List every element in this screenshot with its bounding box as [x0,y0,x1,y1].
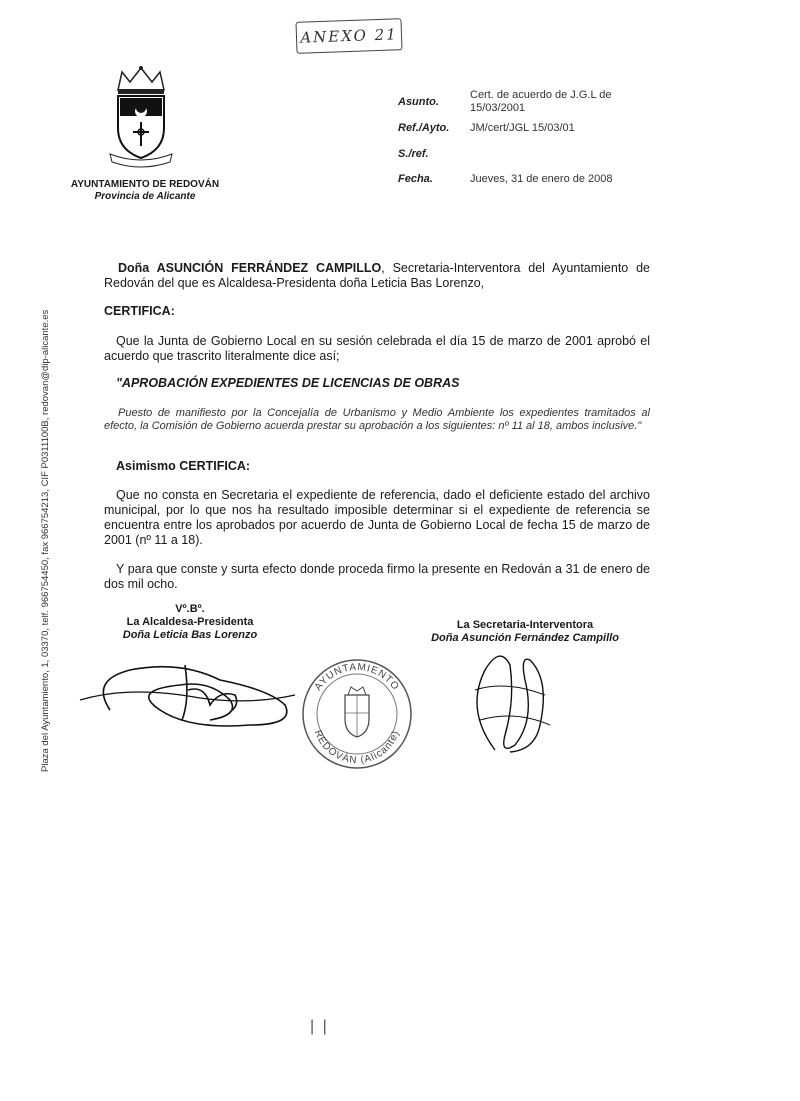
mayor-name: Doña Leticia Bas Lorenzo [122,629,258,641]
footer-page-mark: | | [310,1018,329,1035]
secretary-signature-icon [455,640,565,760]
quote-body: Puesto de manifiesto por la Concejalía de Urbanismo y Medio Ambiente los expedientes tramitados al efecto, la Comisión de Gobierno acuerda prestar su aprobación a los siguientes: nº 11 al 18, ambos inclusive." [104,407,650,432]
sref-label: S./ref. [398,148,429,160]
seal-top-text: AYUNTAMIENTO [312,661,402,693]
organization-name: AYUNTAMIENTO DE REDOVÁN [70,179,220,190]
seal-bottom-text: REDOVÁN (Alicante) [311,728,403,767]
secretary-title: La Secretaria-Interventora [456,619,594,631]
secretary-name: Doña Asunción Fernández Campillo [431,632,619,644]
mayor-signature-icon [70,650,300,740]
ref-value: JM/cert/JGL 15/03/01 [470,122,575,134]
ref-label: Ref./Ayto. [398,122,450,134]
intro-paragraph [104,261,650,291]
certify-paragraph-2: Que no consta en Secretaria el expediente de referencia, dado el deficiente estado del archivo municipal, por lo que nos ha resultado imposible determinar si el expediente de referencia se encuentra entre los aprobados por acuerdo de Junta de Gobierno Local de fecha 15 de marzo de 2001 (nº 11 a 18). [104,488,650,547]
mayor-title: La Alcaldesa-Presidenta [126,616,254,628]
fecha-value: Jueves, 31 de enero de 2008 [470,173,613,185]
annex-label: ANEXO 21 [295,18,402,54]
certifica-heading: CERTIFICA: [104,304,175,318]
municipal-crest-icon [106,62,176,172]
closing-paragraph: Y para que conste y surta efecto donde proceda firmo la presente en Redován a 31 de enero de dos mil ocho. [104,562,650,591]
certify-paragraph-1: Que la Junta de Gobierno Local en su sesión celebrada el día 15 de marzo de 2001 aprobó el acuerdo que trascrito literalmente dice así; [104,334,650,363]
quote-heading: "APROBACIÓN EXPEDIENTES DE LICENCIAS DE OBRAS [116,376,460,390]
official-seal-icon [298,655,416,773]
asunto-label: Asunto. [398,96,439,108]
intro-rest: , Secretaria-Interventora del Ayuntamiento de Redován del que es Alcaldesa-Presidenta doña Leticia Bas Lorenzo, [104,261,650,290]
asunto-value-line1: Cert. de acuerdo de J.G.L de [470,89,612,101]
fecha-label: Fecha. [398,173,433,185]
asimismo-heading: Asimismo CERTIFICA: [116,459,251,473]
mayor-signature-block [90,603,290,642]
vb-label: Vº.Bº. [175,603,205,615]
address-sidebar: Plaza del Ayuntamiento, 1, 03370, telf. 966754450, fax 966754213, CIF P0311100B, redovan@dip-alicante.es [40,309,51,772]
asunto-value-line2: 15/03/2001 [470,102,526,114]
intro-name: Doña ASUNCIÓN FERRÁNDEZ CAMPILLO [118,261,382,275]
organization-province: Provincia de Alicante [94,191,196,202]
